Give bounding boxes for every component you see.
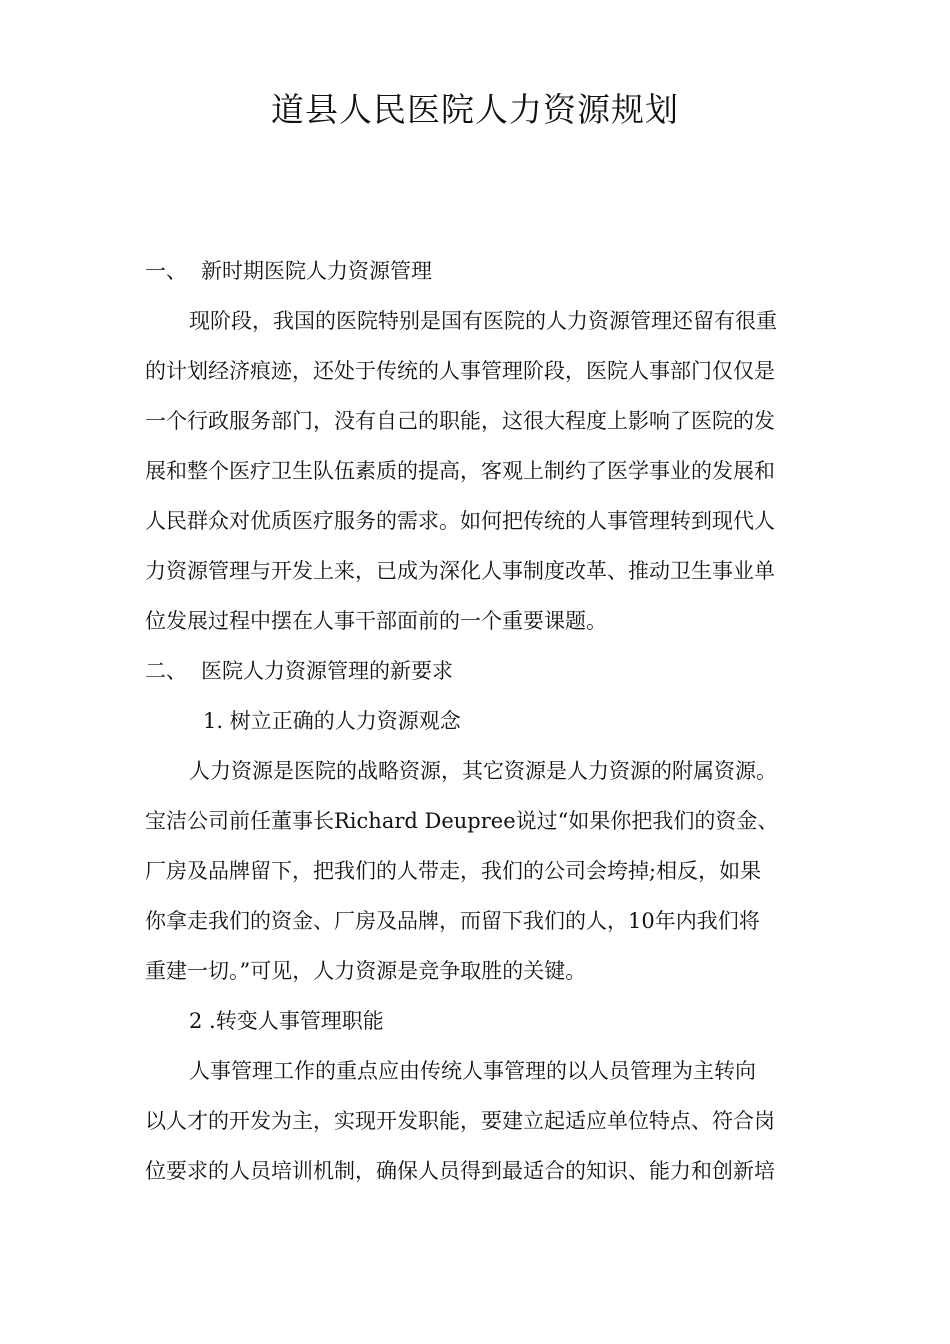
paragraph-line: 你拿走我们的资金、厂房及品牌，而留下我们的人，10年内我们将 [145,909,760,933]
section-heading-text: 新时期医院人力资源管理 [201,259,432,283]
paragraph-line: 现阶段，我国的医院特别是国有医院的人力资源管理还留有很重 [189,309,777,333]
paragraph-line: 一个行政服务部门，没有自己的职能，这很大程度上影响了医院的发 [145,409,775,433]
subsection-heading: 2 .转变人事管理职能 [189,1009,384,1033]
section-heading-text: 医院人力资源管理的新要求 [201,659,453,683]
document-title: 道县人民医院人力资源规划 [271,90,679,129]
paragraph-line: 位要求的人员培训机制，确保人员得到最适合的知识、能力和创新培 [145,1159,775,1183]
paragraph-line: 位发展过程中摆在人事干部面前的一个重要课题。 [145,609,607,633]
subsection-heading: 1. 树立正确的人力资源观念 [203,709,461,733]
paragraph-line: 人力资源是医院的战略资源，其它资源是人力资源的附属资源。 [189,759,777,783]
paragraph-line: 人事管理工作的重点应由传统人事管理的以人员管理为主转向 [189,1059,756,1083]
section-number: 一、 [145,259,187,283]
paragraph-line: 人民群众对优质医疗服务的需求。如何把传统的人事管理转到现代人 [145,509,775,533]
paragraph-line: 展和整个医疗卫生队伍素质的提高，客观上制约了医学事业的发展和 [145,459,775,483]
section-heading [145,646,825,696]
paragraph-line: 厂房及品牌留下，把我们的人带走，我们的公司会垮掉;相反，如果 [145,859,762,883]
section-number: 二、 [145,659,187,683]
paragraph-line: 重建一切。”可见，人力资源是竞争取胜的关键。 [145,959,587,983]
document-body [145,246,825,1196]
paragraph-line: 宝洁公司前任董事长Richard Deupree说过“如果你把我们的资金、 [145,809,779,833]
paragraph-line: 的计划经济痕迹，还处于传统的人事管理阶段，医院人事部门仅仅是 [145,359,775,383]
paragraph-line: 以人才的开发为主，实现开发职能，要建立起适应单位特点、符合岗 [145,1109,775,1133]
paragraph-line: 力资源管理与开发上来，已成为深化人事制度改革、推动卫生事业单 [145,559,775,583]
section-heading [145,246,825,296]
